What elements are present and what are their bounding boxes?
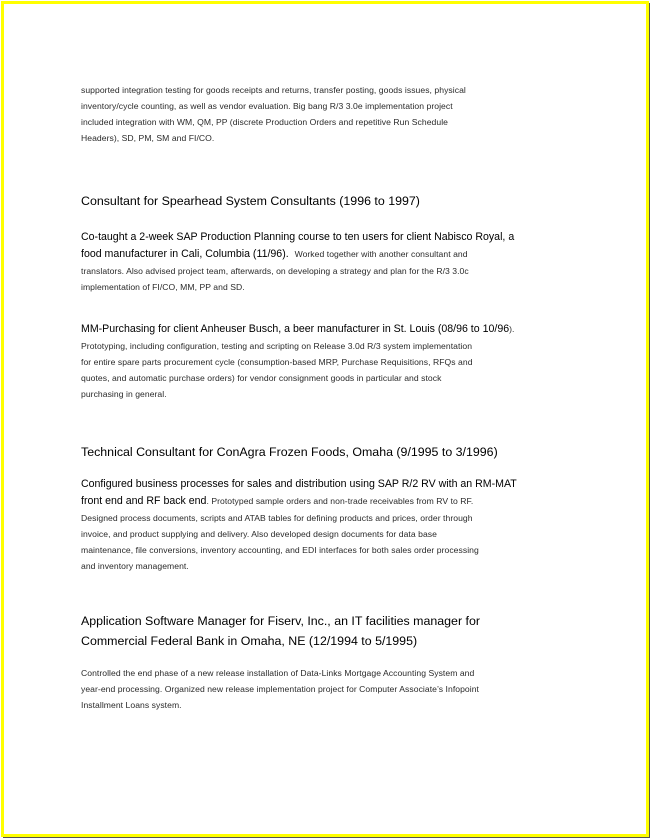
entry-line: for entire spare parts procurement cycle (consumption-based MRP, Purchase Requisitions, RFQs and <box>81 357 473 367</box>
intro-line: supported integration testing for goods receipts and returns, transfer posting, goods issues, physical <box>81 85 466 95</box>
entry-title-line: Configured business processes for sales and distribution using SAP R/2 RV with an RM-MAT <box>81 478 517 490</box>
entry-line: and inventory management. <box>81 561 189 571</box>
entry-title-line <box>81 246 571 263</box>
entry-line: Installment Loans system. <box>81 700 182 710</box>
entry-title-text: front end and RF back end <box>81 495 207 507</box>
intro-line: Headers), SD, PM, SM and FI/CO. <box>81 133 215 143</box>
entry-title-text: food manufacturer in Cali, Columbia (11/96). <box>81 248 289 260</box>
section-heading-fiserv <box>81 611 571 651</box>
entry-line: invoice, and product supplying and delivery. Also developed design documents for data base <box>81 529 437 539</box>
entry-line: purchasing in general. <box>81 389 167 399</box>
entry-line: implementation of FI/CO, MM, PP and SD. <box>81 282 245 292</box>
entry-title-line <box>81 321 571 338</box>
entry-line: quotes, and automatic purchase orders) for vendor consignment goods in particular and stock <box>81 373 442 383</box>
section-heading-conagra: Technical Consultant for ConAgra Frozen Foods, Omaha (9/1995 to 3/1996) <box>81 445 498 459</box>
entry-fiserv <box>81 665 571 713</box>
document-body <box>81 82 571 713</box>
section-heading-spearhead: Consultant for Spearhead System Consultants (1996 to 1997) <box>81 194 420 208</box>
entry-title-end: ). <box>509 324 515 334</box>
entry-line: Designed process documents, scripts and ATAB tables for defining products and prices, order through <box>81 513 473 523</box>
entry-line: translators. Also advised project team, afterwards, on developing a strategy and plan for the R/3 3.0c <box>81 266 469 276</box>
entry-nabisco <box>81 229 571 295</box>
entry-line: maintenance, file conversions, inventory accounting, and EDI interfaces for both sales order processing <box>81 545 479 555</box>
intro-line: inventory/cycle counting, as well as vendor evaluation. Big bang R/3 3.0e implementation project <box>81 101 453 111</box>
entry-line: year-end processing. Organized new release implementation project for Computer Associate’s Infopoint <box>81 684 479 694</box>
entry-text: Worked together with another consultant and <box>294 249 468 259</box>
intro-line: included integration with WM, QM, PP (discrete Production Orders and repetitive Run Schedule <box>81 117 448 127</box>
entry-line: Prototyping, including configuration, testing and scripting on Release 3.0d R/3 system implementation <box>81 341 473 351</box>
intro-paragraph <box>81 82 571 146</box>
entry-title-line: Co-taught a 2-week SAP Production Planning course to ten users for client Nabisco Royal, a <box>81 231 515 243</box>
entry-title-text: MM-Purchasing for client Anheuser Busch, a beer manufacturer in St. Louis (08/96 to 10/96 <box>81 323 510 335</box>
entry-line: Controlled the end phase of a new release installation of Data-Links Mortgage Accounting System and <box>81 668 475 678</box>
heading-line: Commercial Federal Bank in Omaha, NE (12/1994 to 5/1995) <box>81 634 418 648</box>
entry-text: . Prototyped sample orders and non-trade receivables from RV to RF. <box>206 496 474 506</box>
entry-conagra <box>81 476 571 574</box>
entry-anheuser-busch <box>81 321 571 402</box>
entry-title-line <box>81 493 571 510</box>
heading-line: Application Software Manager for Fiserv, Inc., an IT facilities manager for <box>81 614 480 628</box>
